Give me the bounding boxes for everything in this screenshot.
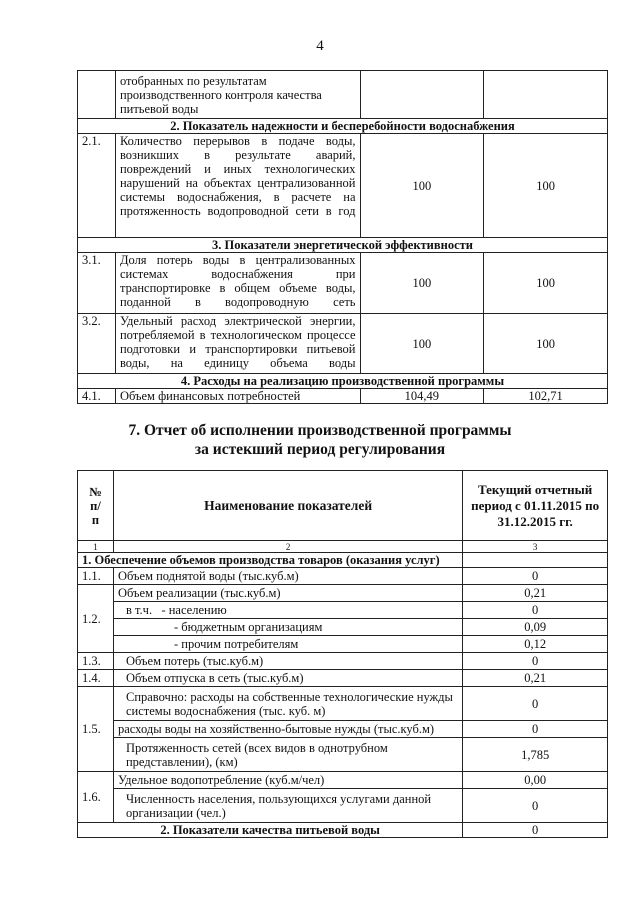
value-cell: 102,71 — [484, 389, 608, 404]
row-text: Объем поднятой воды (тыс.куб.м) — [113, 568, 462, 585]
table-row — [78, 314, 608, 374]
value-cell: 104,49 — [360, 389, 484, 404]
table-row — [78, 389, 608, 404]
value-cell: 0 — [463, 721, 608, 738]
table-row — [78, 687, 608, 721]
section-1-title: 1. Обеспечение объемов производства товаров (оказания услуг) — [78, 553, 463, 568]
column-number: 1 — [78, 541, 114, 553]
heading-line-2: за истекший период регулирования — [194, 441, 446, 458]
value-cell: 100 — [484, 314, 608, 374]
section-row — [78, 823, 608, 838]
table-row — [78, 585, 608, 602]
table-row — [78, 636, 608, 653]
section-row — [78, 553, 608, 568]
indicators-table — [77, 70, 608, 404]
row-text: Удельный расход электрической энергии, потребляемой в технологическом процессе подготовки и транспортировки питьевой воды, на единицу объема воды — [115, 314, 360, 374]
table-row — [78, 253, 608, 314]
row-number: 4.1. — [78, 389, 116, 404]
continued-text: отобранных по результатам производственного контроля качества питьевой воды — [115, 71, 360, 119]
section-row — [78, 238, 608, 253]
value-cell: 0,21 — [463, 670, 608, 687]
row-text: Удельное водопотребление (куб.м/чел) — [113, 772, 462, 789]
value-cell: 0 — [463, 823, 608, 838]
table-row — [78, 134, 608, 238]
value-cell: 0,09 — [463, 619, 608, 636]
value-cell: 0 — [463, 653, 608, 670]
row-text: Объем отпуска в сеть (тыс.куб.м) — [113, 670, 462, 687]
row-text: - прочим потребителям — [113, 636, 462, 653]
value-cell: 100 — [360, 134, 484, 238]
row-text — [113, 602, 462, 619]
table-row — [78, 602, 608, 619]
value-cell: 0 — [463, 789, 608, 823]
row-text: Количество перерывов в подаче воды, возникших в результате аварий, повреждений и иных технологических нарушений на объектах централизованной системы водоснабжения, в расчете на протяженность водопроводной сети в год — [115, 134, 360, 238]
value-cell: 0,12 — [463, 636, 608, 653]
table-row — [78, 568, 608, 585]
row-subtext: - населению — [161, 603, 227, 617]
value-cell: 100 — [360, 253, 484, 314]
section-heading — [0, 421, 640, 459]
section-row — [78, 119, 608, 134]
heading-line-1: 7. Отчет об исполнении производственной программы — [128, 422, 512, 439]
table-row — [78, 738, 608, 772]
row-number: 1.1. — [78, 568, 114, 585]
row-text: Объем потерь (тыс.куб.м) — [113, 653, 462, 670]
value-cell: 0 — [463, 602, 608, 619]
row-number: 2.1. — [78, 134, 116, 238]
row-text: - бюджетным организациям — [113, 619, 462, 636]
table-row — [78, 772, 608, 789]
row-text: Доля потерь воды в централизованных системах водоснабжения при транспортировке в общем объеме воды, поданной в водопроводную сеть — [115, 253, 360, 314]
value-cell: 0,21 — [463, 585, 608, 602]
value-cell: 100 — [484, 134, 608, 238]
header-name: Наименование показателей — [113, 471, 462, 541]
row-number: 1.4. — [78, 670, 114, 687]
row-text: Объем реализации (тыс.куб.м) — [113, 585, 462, 602]
row-number: 1.5. — [78, 687, 114, 772]
table-row — [78, 670, 608, 687]
row-text: Протяженность сетей (всех видов в однотрубном представлении), (км) — [113, 738, 462, 772]
section-row — [78, 374, 608, 389]
row-text: расходы воды на хозяйственно-бытовые нужды (тыс.куб.м) — [113, 721, 462, 738]
table-row — [78, 789, 608, 823]
table-row — [78, 721, 608, 738]
table-row — [78, 653, 608, 670]
row-text: Объем финансовых потребностей — [115, 389, 360, 404]
row-prefix: в т.ч. — [125, 603, 153, 617]
column-numbers-row — [78, 541, 608, 553]
section-4-title: 4. Расходы на реализацию производственной программы — [78, 374, 608, 389]
header-row — [78, 471, 608, 541]
column-number: 3 — [463, 541, 608, 553]
section-2-title: 2. Показатель надежности и бесперебойности водоснабжения — [78, 119, 608, 134]
row-number: 3.1. — [78, 253, 116, 314]
page-number: 4 — [316, 38, 324, 54]
section-3-title: 3. Показатели энергетической эффективности — [78, 238, 608, 253]
row-number: 1.6. — [78, 772, 114, 823]
report-table — [77, 470, 608, 838]
column-number: 2 — [113, 541, 462, 553]
table-row — [78, 619, 608, 636]
value-cell: 100 — [360, 314, 484, 374]
value-cell: 100 — [484, 253, 608, 314]
row-number: 1.2. — [78, 585, 114, 653]
section-2-title: 2. Показатели качества питьевой воды — [78, 823, 463, 838]
value-cell: 1,785 — [463, 738, 608, 772]
value-cell: 0 — [463, 568, 608, 585]
row-text: Справочно: расходы на собственные технологические нужды системы водоснабжения (тыс. куб. м) — [113, 687, 462, 721]
row-number: 1.3. — [78, 653, 114, 670]
header-period: Текущий отчетный период с 01.11.2015 по 31.12.2015 гг. — [463, 471, 608, 541]
value-cell: 0,00 — [463, 772, 608, 789]
value-cell: 0 — [463, 687, 608, 721]
header-number: № п/п — [78, 471, 114, 541]
row-number: 3.2. — [78, 314, 116, 374]
row-text: Численность населения, пользующихся услугами данной организации (чел.) — [113, 789, 462, 823]
table-row — [78, 71, 608, 119]
